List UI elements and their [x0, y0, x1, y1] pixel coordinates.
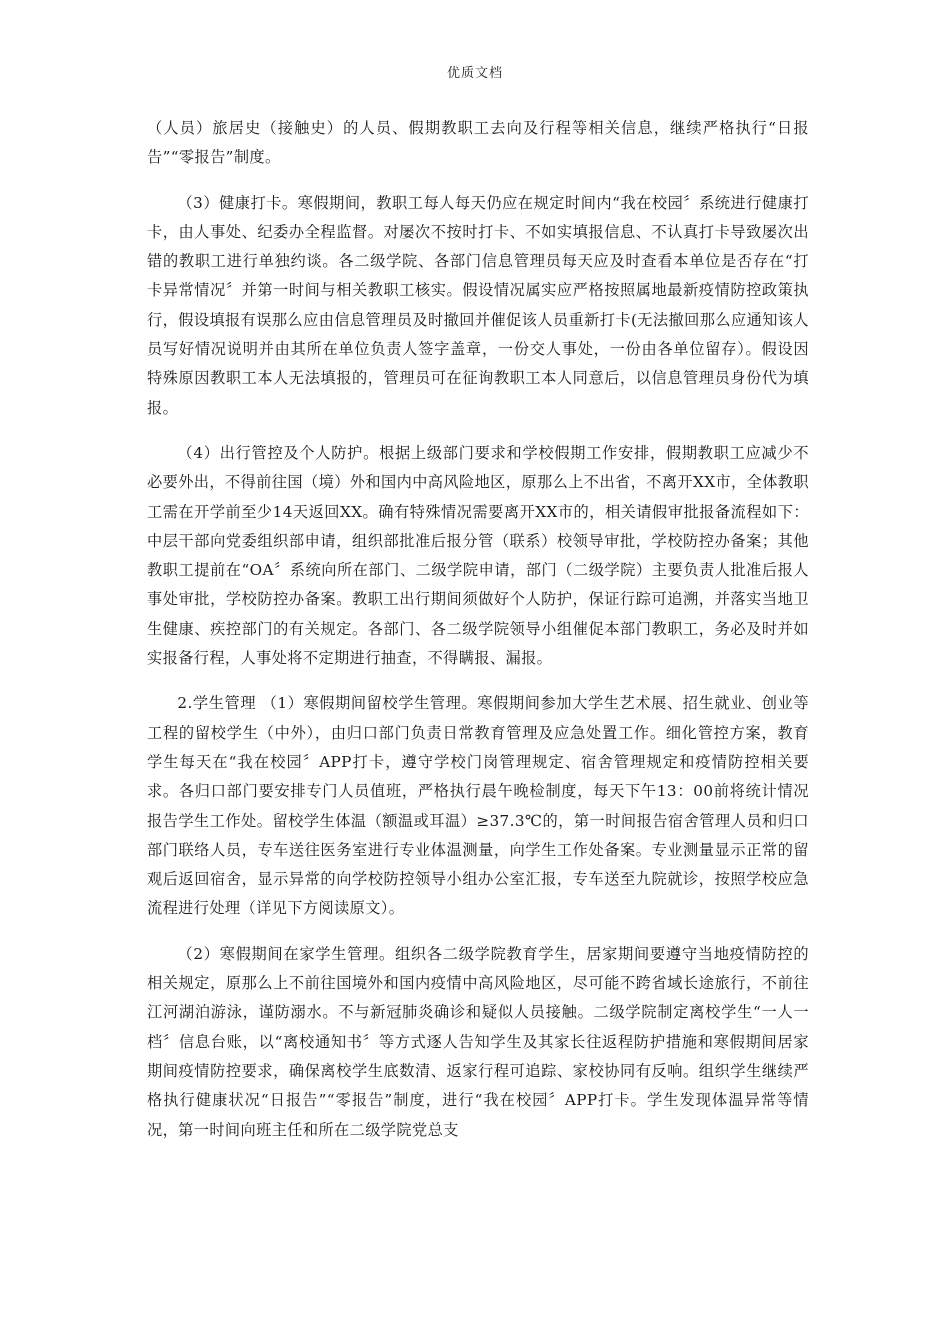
paragraph-1: （人员）旅居史（接触史）的人员、假期教职工去向及行程等相关信息，继续严格执行“日报告”“零报告”制度。: [147, 119, 809, 167]
paragraph-4: 2.学生管理 （1）寒假期间留校学生管理。寒假期间参加大学生艺术展、招生就业、创业等工程的留校学生（中外），由归口部门负责日常教育管理及应急处置工作。细化管控方案，教育学生每天在“我在校园〞APP打卡，遵守学校门岗管理规定、宿舍管理规定和疫情防控相关要求。各归口部门要安排专门人员值班，严格执行晨午晚检制度，每天下午13：00前将统计情况报告学生工作处。留校学生体温（额温或耳温）≥37.3℃的，第一时间报告宿舍管理人员和归口部门联络人员，专车送往医务室进行专业体温测量，向学生工作处备案。专业测量显示正常的留观后返回宿舍，显示异常的向学校防控领导小组办公室汇报，专车送至九院就诊，按照学校应急流程进行处理（详见下方阅读原文）。: [147, 694, 809, 918]
paragraph-5: （2）寒假期间在家学生管理。组织各二级学院教育学生，居家期间要遵守当地疫情防控的相关规定，原那么上不前往国境外和国内疫情中高风险地区，尽可能不跨省域长途旅行，不前往江河湖泊游泳，谨防溺水。不与新冠肺炎确诊和疑似人员接触。二级学院制定离校学生“一人一档〞信息台账，以“离校通知书〞等方式逐人告知学生及其家长往返程防护措施和寒假期间居家期间疫情防控要求，确保离校学生底数清、返家行程可追踪、家校协同有反响。组织学生继续严格执行健康状况“日报告”“零报告”制度，进行“我在校园〞APP打卡。学生发现体温异常等情况，第一时间向班主任和所在二级学院党总支: [147, 944, 809, 1139]
page-header: 优质文档: [446, 66, 503, 81]
paragraph-2: （3）健康打卡。寒假期间，教职工每人每天仍应在规定时间内“我在校园〞系统进行健康打卡，由人事处、纪委办全程监督。对屡次不按时打卡、不如实填报信息、不认真打卡导致屡次出错的教职工进行单独约谈。各二级学院、各部门信息管理员每天应及时查看本单位是否存在“打卡异常情况〞并第一时间与相关教职工核实。假设情况属实应严格按照属地最新疫情防控政策执行，假设填报有误那么应由信息管理员及时撤回并催促该人员重新打卡(无法撤回那么应通知该人员写好情况说明并由其所在单位负责人签字盖章，一份交人事处，一份由各单位留存）。假设因特殊原因教职工本人无法填报的，管理员可在征询教职工本人同意后，以信息管理员身份代为填报。: [147, 193, 809, 417]
document-body: [147, 114, 809, 1161]
paragraph-3: （4）出行管控及个人防护。根据上级部门要求和学校假期工作安排，假期教职工应减少不必要外出，不得前往国（境）外和国内中高风险地区，原那么上不出省，不离开XX市，全体教职工需在开学前至少14天返回XX。确有特殊情况需要离开XX市的，相关请假审批报备流程如下：中层干部向党委组织部申请，组织部批准后报分管（联系）校领导审批，学校防控办备案；其他教职工提前在“OA〞系统向所在部门、二级学院申请，部门（二级学院）主要负责人批准后报人事处审批，学校防控办备案。教职工出行期间须做好个人防护，保证行踪可追溯，并落实当地卫生健康、疾控部门的有关规定。各部门、各二级学院领导小组催促本部门教职工，务必及时并如实报备行程，人事处将不定期进行抽查，不得瞒报、漏报。: [147, 443, 809, 668]
